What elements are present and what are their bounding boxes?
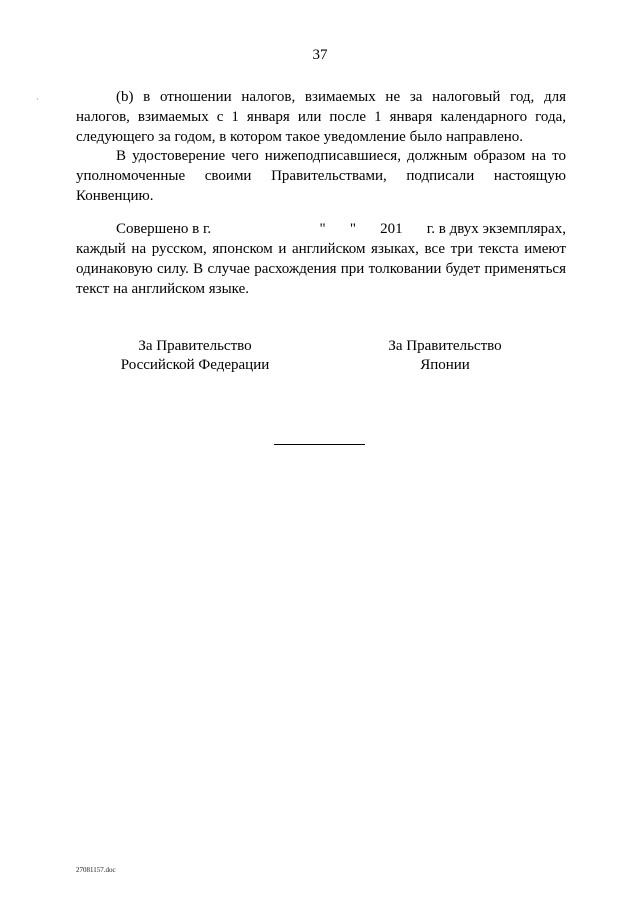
signature-russia-line1: За Правительство — [138, 338, 252, 354]
end-separator-line — [274, 444, 365, 445]
execution-place-text: Совершено в г. — [116, 221, 212, 237]
execution-place-blank — [235, 219, 295, 239]
date-quote-close: " — [349, 221, 356, 237]
date-quote-open: " — [319, 221, 326, 237]
paragraph-item-b-text: (b) в отношении налогов, взимаемых не за налоговый год, для налогов, взимаемых с 1 января или после 1 января календарного года, следующего за годом, в котором такое уведомление было направлено. — [76, 89, 566, 145]
page-number: 37 — [312, 47, 328, 63]
signature-block-russia — [105, 337, 285, 375]
execution-clause — [76, 219, 566, 299]
execution-year: 201 — [380, 221, 403, 237]
signature-japan-line1: За Правительство — [388, 338, 502, 354]
signature-russia-line2: Российской Федерации — [120, 357, 270, 373]
execution-copies-text: г. в двух экземплярах, — [426, 221, 566, 237]
paragraph-attestation-text: В удостоверение чего нижеподписавшиеся, должным образом на то уполномоченные своими Правительствами, подписали настоящую Конвенцию. — [76, 148, 566, 204]
signature-block-japan — [355, 337, 535, 375]
footer-filename: 27081157.doc — [76, 866, 116, 874]
execution-clause-first-line — [76, 219, 566, 239]
paragraph-item-b — [76, 87, 566, 147]
signature-japan-line2: Японии — [420, 357, 470, 373]
paragraph-attestation — [76, 146, 566, 206]
execution-clause-continuation: каждый на русском, японском и английском языках, все три текста имеют одинаковую силу. В случае расхождения при толковании будет применяться текст на английском языке. — [76, 241, 566, 297]
margin-mark: · — [36, 95, 39, 104]
